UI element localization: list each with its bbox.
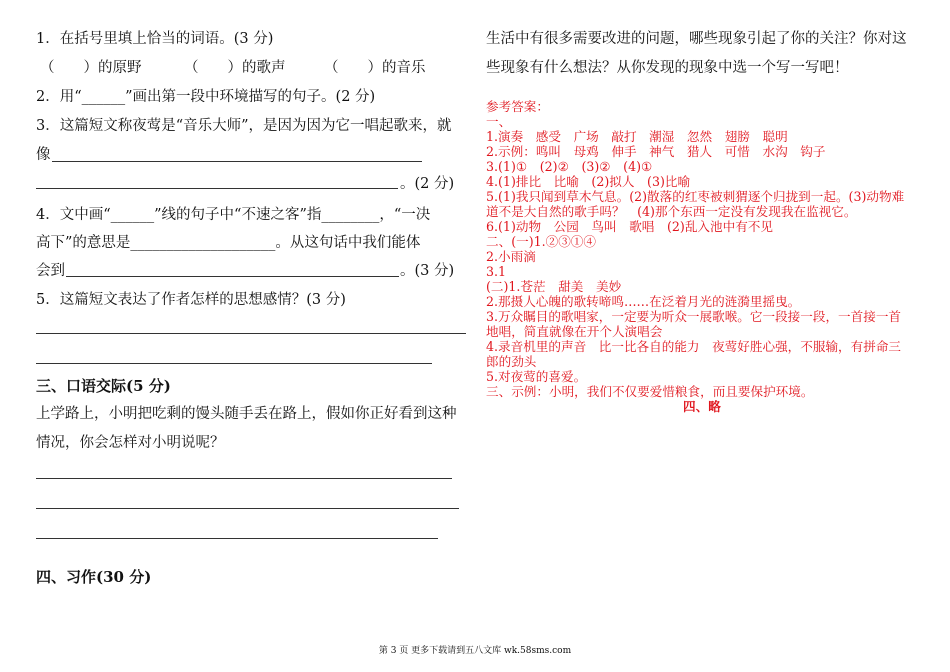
answer-line-text: 5.对夜莺的喜爱。 bbox=[486, 369, 587, 384]
answer-line bbox=[36, 538, 438, 539]
question-1: 1．在括号里填上恰当的词语。(3 分) bbox=[36, 31, 274, 47]
q1-blank-3: （ ）的音乐 bbox=[324, 60, 426, 76]
answer-line-text: 一、 bbox=[486, 114, 512, 129]
answer-line-text: 4.录音机里的声音 比一比各自的能力 夜莺好胜心强，不服输，有拼命三 bbox=[486, 339, 902, 354]
answer-line bbox=[52, 161, 422, 162]
answer-key-heading: 参考答案： bbox=[486, 99, 549, 114]
section-3-paragraph-1: 上学路上，小明把吃剩的馒头随手丢在路上，假如你正好看到这种 bbox=[36, 406, 457, 422]
question-2: 2．用“______”画出第一段中环境描写的句子。(2 分) bbox=[36, 89, 376, 105]
answer-line bbox=[36, 333, 466, 334]
answer-line-text: 3.1 bbox=[486, 264, 507, 279]
answer-line bbox=[36, 478, 452, 479]
section-4-answer: 四、略 bbox=[683, 399, 721, 414]
page-footer: 第 3 页 更多下载请到五八文库 wk.58sms.com bbox=[378, 646, 572, 656]
answer-line-text: 6.(1)动物 公园 鸟叫 歌唱 (2)乱入池中有不见 bbox=[486, 219, 773, 234]
section-4-title: 四、习作(30 分) bbox=[36, 568, 152, 586]
answer-line-text: 三、示例：小明，我们不仅要爱惜粮食，而且要保护环境。 bbox=[486, 384, 814, 399]
answer-line-text: (二)1.苍茫 甜美 美妙 bbox=[486, 279, 622, 294]
answer-line-text: 4.(1)排比 比喻 (2)拟人 (3)比喻 bbox=[486, 174, 691, 189]
question-3-line-1: 3．这篇短文称夜莺是“音乐大师”，是因为因为它一唱起歌来，就 bbox=[36, 118, 452, 134]
answer-line-text: 郎的劲头 bbox=[486, 354, 537, 369]
question-4-line-3: 会到 bbox=[36, 263, 65, 279]
answer-line bbox=[36, 188, 398, 189]
question-4-line-1: 4．文中画“______”线的句子中“不速之客”指________，“一决 bbox=[36, 207, 431, 223]
answer-line-text: 二、(一)1.②③①④ bbox=[486, 234, 596, 249]
writing-prompt-line-1: 生活中有很多需要改进的问题，哪些现象引起了你的关注？你对这 bbox=[486, 31, 907, 47]
answer-line-text: 3.(1)① (2)② (3)② (4)① bbox=[486, 159, 653, 174]
answer-line-text: 2.小雨滴 bbox=[486, 249, 536, 264]
answer-line-text: 1.演奏 感受 广场 敲打 潮湿 忽然 翅膀 聪明 bbox=[486, 129, 788, 144]
q1-blank-1: （ ）的原野 bbox=[40, 60, 142, 76]
answer-line-text: 3.万众瞩目的歌唱家，一定要为听众一展歌喉。它一段接一段，一首接一首 bbox=[486, 309, 902, 324]
answer-line bbox=[66, 276, 399, 277]
q1-blank-2: （ ）的歌声 bbox=[184, 60, 286, 76]
answer-line-text: 道不是大自然的歌手吗？ (4)那个东西一定没有发现我在监视它。 bbox=[486, 204, 857, 219]
question-4-score: 。(3 分) bbox=[400, 263, 455, 279]
answer-line bbox=[36, 508, 459, 509]
answer-line-text: 地唱，简直就像在开个人演唱会 bbox=[486, 324, 663, 339]
question-4-line-2: 高下”的意思是____________________。从这句话中我们能体 bbox=[36, 235, 421, 251]
answer-line bbox=[36, 363, 432, 364]
answer-line-text: 2.那摄人心魄的歌转啼鸣……在泛着月光的涟漪里摇曳。 bbox=[486, 294, 801, 309]
question-3-score: 。(2 分) bbox=[400, 176, 455, 192]
question-5: 5．这篇短文表达了作者怎样的思想感情？(3 分) bbox=[36, 292, 346, 308]
section-3-title: 三、口语交际(5 分) bbox=[36, 377, 171, 395]
question-3-line-2: 像 bbox=[36, 147, 51, 163]
writing-prompt-line-2: 些现象有什么想法？从你发现的现象中选一个写一写吧！ bbox=[486, 60, 849, 76]
section-3-paragraph-2: 情况，你会怎样对小明说呢？ bbox=[36, 435, 225, 451]
answer-line-text: 5.(1)我只闻到草木气息。(2)散落的红枣被刺猬逐个归拢到一起。(3)动物难 bbox=[486, 189, 905, 204]
answer-line-text: 2.示例：鸣叫 母鸡 伸手 神气 猎人 可惜 水沟 钩子 bbox=[486, 144, 826, 159]
